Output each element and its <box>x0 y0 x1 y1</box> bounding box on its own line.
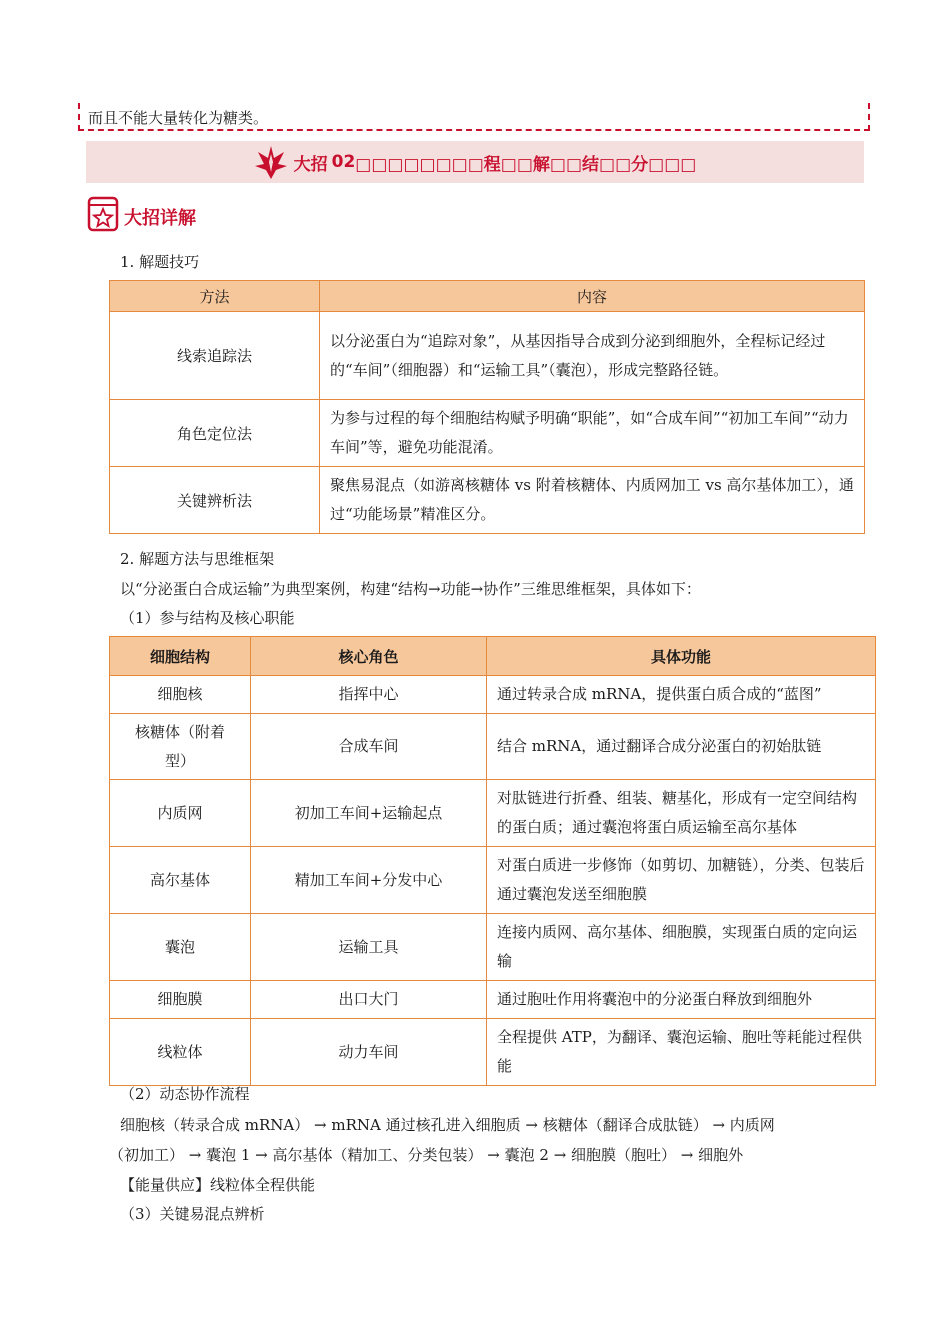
previous-note-text: 而且不能大量转化为糖类。 <box>88 109 269 127</box>
table-row <box>110 714 876 780</box>
structure-cell: 线粒体 <box>110 1019 251 1086</box>
table-row <box>110 914 876 981</box>
structure-cell: 细胞膜 <box>110 981 251 1019</box>
structure-cell: 细胞核 <box>110 676 251 714</box>
role-cell: 合成车间 <box>251 714 487 780</box>
section-banner <box>86 141 864 183</box>
role-cell: 指挥中心 <box>251 676 487 714</box>
function-cell: 通过转录合成 mRNA，提供蛋白质合成的“蓝图” <box>487 676 876 714</box>
function-cell: 通过胞吐作用将囊泡中的分泌蛋白释放到细胞外 <box>487 981 876 1019</box>
role-cell: 初加工车间+运输起点 <box>251 780 487 847</box>
table-header-row <box>110 281 865 312</box>
role-cell: 动力车间 <box>251 1019 487 1086</box>
structure-cell: 囊泡 <box>110 914 251 981</box>
subheading-2-3: （3）关键易混点辨析 <box>120 1205 265 1223</box>
structure-cell: 内质网 <box>110 780 251 847</box>
section-heading: 大招详解 <box>124 208 196 229</box>
function-cell: 连接内质网、高尔基体、细胞膜，实现蛋白质的定向运输 <box>487 914 876 981</box>
banner-number: 02 <box>331 152 356 172</box>
method-cell: 线索追踪法 <box>110 312 320 400</box>
table-row <box>110 467 865 534</box>
header-structure: 细胞结构 <box>110 637 251 676</box>
structures-table <box>109 636 876 1086</box>
header-role: 核心角色 <box>251 637 487 676</box>
table-row <box>110 981 876 1019</box>
intro-paragraph: 以“分泌蛋白合成运输”为典型案例，构建“结构→功能→协作”三维思维框架，具体如下： <box>120 580 701 598</box>
function-cell: 对蛋白质进一步修饰（如剪切、加糖链），分类、包装后通过囊泡发送至细胞膜 <box>487 847 876 914</box>
method-cell: 角色定位法 <box>110 400 320 467</box>
table-row <box>110 400 865 467</box>
role-cell: 精加工车间+分发中心 <box>251 847 487 914</box>
role-cell: 运输工具 <box>251 914 487 981</box>
flow-line-2: （初加工） → 囊泡 1 → 高尔基体（精加工、分类包装） → 囊泡 2 → 细胞膜（胞吐） → 细胞外 <box>109 1146 744 1164</box>
banner-prefix: 大招 <box>293 154 328 175</box>
energy-note: 【能量供应】线粒体全程供能 <box>120 1176 316 1194</box>
subheading-2-1: （1）参与结构及核心职能 <box>120 609 295 627</box>
techniques-table <box>109 280 865 534</box>
subheading-1: 1. 解题技巧 <box>120 253 200 271</box>
flame-emblem-icon <box>254 144 288 180</box>
subheading-2-2: （2）动态协作流程 <box>120 1085 250 1103</box>
method-cell: 关键辨析法 <box>110 467 320 534</box>
table-row <box>110 847 876 914</box>
content-cell: 以分泌蛋白为“追踪对象”，从基因指导合成到分泌到细胞外，全程标记经过的“车间”（细胞器）和“运输工具”（囊泡），形成完整路径链。 <box>320 312 865 400</box>
role-cell: 出口大门 <box>251 981 487 1019</box>
header-content: 内容 <box>320 281 865 312</box>
function-cell: 全程提供 ATP，为翻译、囊泡运输、胞吐等耗能过程供能 <box>487 1019 876 1086</box>
header-method: 方法 <box>110 281 320 312</box>
subheading-2: 2. 解题方法与思维框架 <box>120 550 275 568</box>
content-cell: 聚焦易混点（如游离核糖体 vs 附着核糖体、内质网加工 vs 高尔基体加工），通过“功能场景”精准区分。 <box>320 467 865 534</box>
flow-line-1: 细胞核（转录合成 mRNA） → mRNA 通过核孔进入细胞质 → 核糖体（翻译合成肽链） → 内质网 <box>120 1116 775 1134</box>
table-row <box>110 780 876 847</box>
structure-cell: 高尔基体 <box>110 847 251 914</box>
banner-title: □□□□□□□□程□□解□□结□□分□□□ <box>355 154 697 175</box>
table-header-row <box>110 637 876 676</box>
star-book-icon <box>86 196 120 232</box>
header-function: 具体功能 <box>487 637 876 676</box>
content-cell: 为参与过程的每个细胞结构赋予明确“职能”，如“合成车间”“初加工车间”“动力车间”等，避免功能混淆。 <box>320 400 865 467</box>
table-row <box>110 676 876 714</box>
table-row <box>110 312 865 400</box>
table-row <box>110 1019 876 1086</box>
structure-cell: 核糖体（附着型） <box>110 714 251 780</box>
function-cell: 对肽链进行折叠、组装、糖基化，形成有一定空间结构的蛋白质；通过囊泡将蛋白质运输至高尔基体 <box>487 780 876 847</box>
function-cell: 结合 mRNA，通过翻译合成分泌蛋白的初始肽链 <box>487 714 876 780</box>
